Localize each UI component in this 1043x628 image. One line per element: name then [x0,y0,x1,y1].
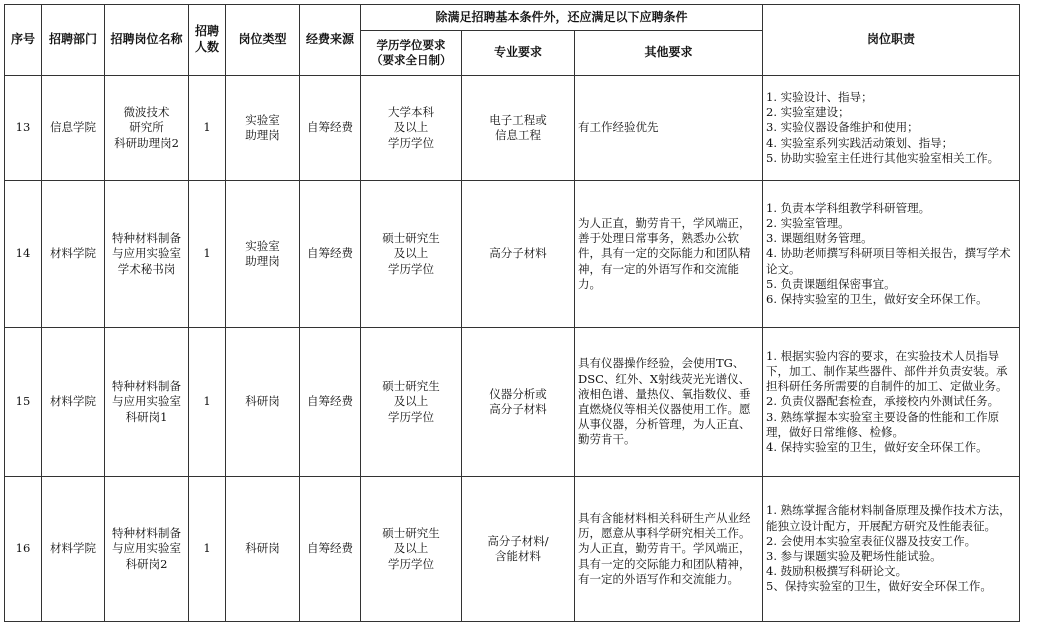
header-other: 其他要求 [575,31,763,76]
cell-post-name: 特种材料制备 与应用实验室 科研岗2 [105,477,189,622]
cell-fund: 自筹经费 [300,181,361,328]
cell-count: 1 [189,76,226,181]
cell-count: 1 [189,181,226,328]
cell-edu: 硕士研究生 及以上 学历学位 [361,328,462,477]
recruitment-table [4,4,1020,622]
cell-duty: 1. 负责本学科组教学科研管理。 2. 实验室管理。 3. 课题组财务管理。 4. 协助老师撰写科研项目等相关报告，撰写学术论文。 5. 负责课题组保密事宜。 6. 保持实验室的卫生，做好安全环保工作。 [763,181,1020,328]
cell-post-type: 科研岗 [226,328,300,477]
cell-post-type: 实验室 助理岗 [226,76,300,181]
cell-other: 具有仪器操作经验，会使用TG、DSC、红外、X射线荧光光谱仪、液相色谱、量热仪、氧指数仪、垂直燃烧仪等相关仪器使用工作。愿从事仪器，分析管理，为人正直、勤劳肯干。 [575,328,763,477]
cell-edu: 硕士研究生 及以上 学历学位 [361,181,462,328]
cell-major: 仪器分析或 高分子材料 [462,328,575,477]
cell-major: 高分子材料/ 含能材料 [462,477,575,622]
table-row [5,181,1020,328]
cell-duty: 1. 实验设计、指导； 2. 实验室建设； 3. 实验仪器设备维护和使用； 4. 实验室系列实践活动策划、指导； 5. 协助实验室主任进行其他实验室相关工作。 [763,76,1020,181]
header-edu: 学历学位要求（要求全日制） [361,31,462,76]
cell-seq: 13 [5,76,42,181]
cell-dept: 信息学院 [42,76,105,181]
cell-post-name: 微波技术 研究所 科研助理岗2 [105,76,189,181]
cell-other: 有工作经验优先 [575,76,763,181]
cell-duty: 1. 根据实验内容的要求，在实验技术人员指导下，加工、制作某些器件、部件并负责安装。承担科研任务所需要的自制件的加工、定做业务。 2. 负责仪器配套检查，承接校内外测试任务。 3. 熟练掌握本实验室主要设备的性能和工作原理，做好日常维修、检修。 4. 保持实验室的卫生，做好安全环保工作。 [763,328,1020,477]
header-fund: 经费来源 [300,5,361,76]
cell-post-name: 特种材料制备 与应用实验室 学术秘书岗 [105,181,189,328]
cell-fund: 自筹经费 [300,477,361,622]
header-conditions-group: 除满足招聘基本条件外，还应满足以下应聘条件 [361,5,763,31]
cell-other: 具有含能材料相关科研生产从业经历，愿意从事科学研究相关工作。为人正直，勤劳肯干。学风端正，具有一定的交际能力和团队精神，有一定的外语写作和交流能力。 [575,477,763,622]
cell-major: 高分子材料 [462,181,575,328]
cell-post-type: 实验室 助理岗 [226,181,300,328]
header-dept: 招聘部门 [42,5,105,76]
header-major: 专业要求 [462,31,575,76]
header-post-type: 岗位类型 [226,5,300,76]
cell-duty: 1. 熟练掌握含能材料制备原理及操作技术方法，能独立设计配方，开展配方研究及性能表征。 2. 会使用本实验室表征仪器及技安工作。 3. 参与课题实验及靶场性能试验。 4. 鼓励积极撰写科研论文。 5、保持实验室的卫生，做好安全环保工作。 [763,477,1020,622]
cell-fund: 自筹经费 [300,76,361,181]
cell-count: 1 [189,328,226,477]
header-seq: 序号 [5,5,42,76]
header-row-top [5,5,1020,31]
table-row [5,477,1020,622]
cell-post-name: 特种材料制备 与应用实验室 科研岗1 [105,328,189,477]
cell-fund: 自筹经费 [300,328,361,477]
cell-dept: 材料学院 [42,477,105,622]
cell-other: 为人正直，勤劳肯干，学风端正，善于处理日常事务，熟悉办公软件，具有一定的交际能力和团队精神，有一定的外语写作和交流能力。 [575,181,763,328]
cell-edu: 硕士研究生 及以上 学历学位 [361,477,462,622]
cell-dept: 材料学院 [42,328,105,477]
cell-seq: 14 [5,181,42,328]
cell-count: 1 [189,477,226,622]
cell-edu: 大学本科 及以上 学历学位 [361,76,462,181]
table-row [5,76,1020,181]
header-post-name: 招聘岗位名称 [105,5,189,76]
cell-post-type: 科研岗 [226,477,300,622]
table-row [5,328,1020,477]
header-count: 招聘人数 [189,5,226,76]
cell-major: 电子工程或 信息工程 [462,76,575,181]
cell-dept: 材料学院 [42,181,105,328]
cell-seq: 15 [5,328,42,477]
header-duty: 岗位职责 [763,5,1020,76]
cell-seq: 16 [5,477,42,622]
